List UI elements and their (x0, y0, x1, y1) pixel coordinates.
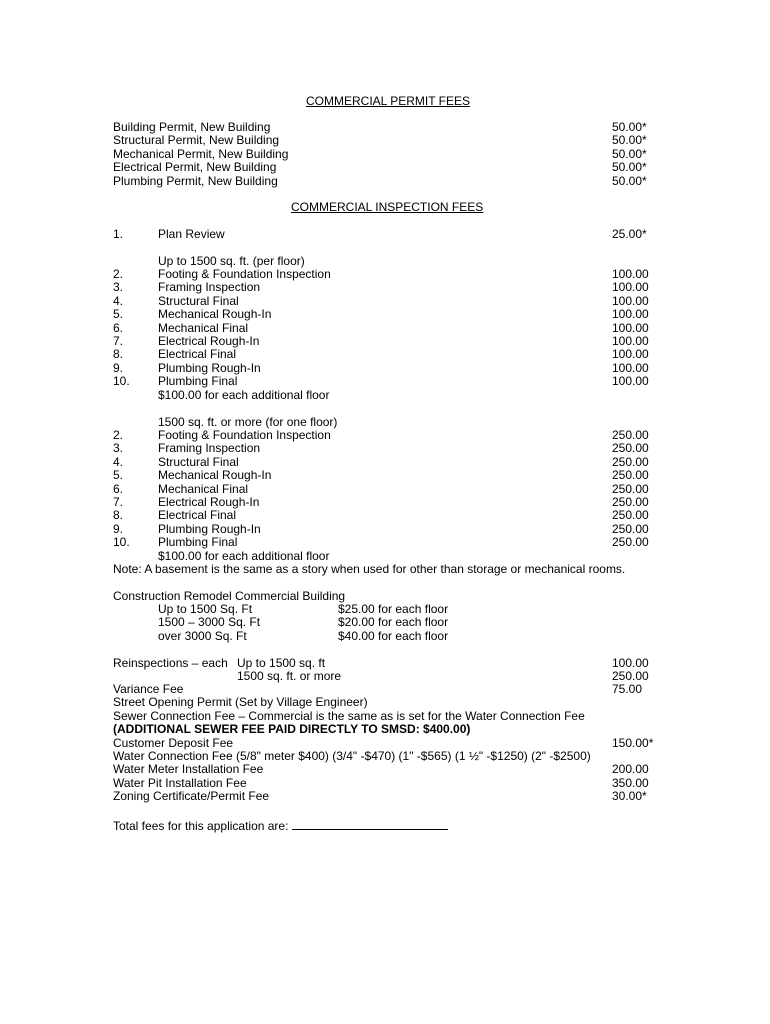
inspection-fee: 250.00 (612, 441, 649, 456)
inspection-label: Electrical Rough-In (158, 334, 260, 348)
permit-fee: 50.00* (612, 120, 647, 134)
inspection-fee: 100.00 (612, 307, 649, 322)
misc-fee-label: Street Opening Permit (Set by Village Engineer) (113, 695, 368, 710)
plan-review-label: Plan Review (158, 227, 225, 241)
inspection-fee: 100.00 (612, 280, 649, 295)
inspection-number: 4. (113, 454, 124, 469)
reinspections-label: Reinspections – each (113, 656, 228, 670)
inspection-number: 6. (113, 481, 124, 496)
inspection-label: Mechanical Final (158, 481, 249, 496)
inspection-number: 8. (113, 508, 124, 523)
inspection-fee: 250.00 (612, 481, 649, 496)
small-section-footer: $100.00 for each additional floor (158, 388, 330, 402)
inspection-label: Mechanical Final (158, 320, 249, 335)
misc-fee-amount: 150.00* (612, 735, 654, 750)
inspection-number: 6. (113, 320, 124, 335)
inspection-fee: 250.00 (612, 535, 649, 550)
inspection-fee: 100.00 (612, 360, 649, 375)
inspection-number: 2. (113, 428, 124, 442)
inspection-label: Plumbing Rough-In (158, 360, 261, 375)
inspection-number: 7. (113, 495, 124, 509)
inspection-number: 10. (113, 374, 130, 389)
permit-label: Structural Permit, New Building (113, 133, 280, 148)
inspection-fee: 250.00 (612, 495, 649, 509)
inspection-number: 3. (113, 441, 124, 456)
reinspection-size: 1500 sq. ft. or more (237, 669, 342, 684)
inspection-label: Plumbing Final (158, 374, 238, 389)
inspection-label: Footing & Foundation Inspection (158, 267, 331, 281)
remodel-fee: $25.00 for each floor (338, 602, 449, 616)
total-fees-label: Total fees for this application are: (113, 819, 289, 833)
misc-fee-label: (ADDITIONAL SEWER FEE PAID DIRECTLY TO SMSD: $400.00) (113, 722, 471, 737)
permit-fee: 50.00* (612, 173, 647, 188)
inspection-number: 8. (113, 347, 124, 362)
misc-fee-label: Variance Fee (113, 682, 184, 696)
inspection-fee: 250.00 (612, 468, 649, 483)
inspection-number: 9. (113, 521, 124, 536)
total-fees-line (113, 818, 448, 833)
inspection-fee: 100.00 (612, 374, 649, 389)
inspection-fees-title: COMMERCIAL INSPECTION FEES (291, 200, 484, 214)
reinspection-fee: 100.00 (612, 656, 649, 670)
permit-label: Plumbing Permit, New Building (113, 173, 278, 188)
remodel-fee: $40.00 for each floor (338, 628, 449, 643)
inspection-fee: 100.00 (612, 293, 649, 308)
large-section-footer: $100.00 for each additional floor (158, 549, 330, 563)
permit-fee: 50.00* (612, 133, 647, 148)
inspection-label: Framing Inspection (158, 280, 261, 295)
inspection-label: Electrical Final (158, 347, 237, 362)
remodel-size: 1500 – 3000 Sq. Ft (158, 615, 261, 630)
permit-label: Mechanical Permit, New Building (113, 146, 289, 161)
remodel-title: Construction Remodel Commercial Building (113, 589, 346, 603)
misc-fee-amount: 200.00 (612, 762, 649, 777)
plan-review-fee: 25.00* (612, 227, 647, 241)
permit-label: Building Permit, New Building (113, 120, 271, 134)
permit-label: Electrical Permit, New Building (113, 160, 277, 175)
inspection-fee: 250.00 (612, 508, 649, 523)
inspection-number: 2. (113, 267, 124, 281)
misc-fee-label: Water Pit Installation Fee (113, 775, 247, 790)
inspection-number: 5. (113, 307, 124, 322)
plan-review-number: 1. (113, 227, 124, 241)
remodel-size: over 3000 Sq. Ft (158, 628, 247, 643)
misc-fee-label: Customer Deposit Fee (113, 735, 234, 750)
remodel-fee: $20.00 for each floor (338, 615, 449, 630)
permit-fee: 50.00* (612, 146, 647, 161)
inspection-number: 5. (113, 468, 124, 483)
inspection-fee: 250.00 (612, 521, 649, 536)
inspection-fee: 250.00 (612, 454, 649, 469)
inspection-number: 3. (113, 280, 124, 295)
reinspection-size: Up to 1500 sq. ft (237, 656, 326, 670)
inspection-label: Plumbing Rough-In (158, 521, 261, 536)
misc-fee-label: Sewer Connection Fee – Commercial is the same as is set for the Water Connection Fee (113, 708, 585, 723)
misc-fee-label: Zoning Certificate/Permit Fee (113, 789, 270, 804)
inspection-fee: 100.00 (612, 334, 649, 348)
misc-fee-label: Water Meter Installation Fee (113, 762, 264, 777)
misc-fee-amount: 30.00* (612, 789, 647, 804)
inspection-number: 9. (113, 360, 124, 375)
inspection-label: Structural Final (158, 454, 239, 469)
basement-note: Note: A basement is the same as a story when used for other than storage or mechanical rooms. (113, 562, 626, 576)
inspection-label: Framing Inspection (158, 441, 261, 456)
inspection-number: 10. (113, 535, 130, 550)
inspection-label: Footing & Foundation Inspection (158, 428, 331, 442)
inspection-label: Mechanical Rough-In (158, 307, 272, 322)
page-title: COMMERCIAL PERMIT FEES (306, 94, 471, 108)
inspection-fee: 250.00 (612, 428, 649, 442)
inspection-number: 7. (113, 334, 124, 348)
total-fees-blank[interactable] (292, 818, 448, 830)
permit-fee: 50.00* (612, 160, 647, 175)
remodel-size: Up to 1500 Sq. Ft (158, 602, 253, 616)
small-section-header: Up to 1500 sq. ft. (per floor) (158, 254, 305, 268)
inspection-label: Structural Final (158, 293, 239, 308)
inspection-fee: 100.00 (612, 267, 649, 281)
inspection-fee: 100.00 (612, 320, 649, 335)
misc-fee-label: Water Connection Fee (5/8" meter $400) (3/4" -$470) (1" -$565) (1 ½" -$1250) (2" -$2500) (113, 749, 591, 763)
large-section-header: 1500 sq. ft. or more (for one floor) (158, 415, 338, 429)
inspection-label: Electrical Final (158, 508, 237, 523)
inspection-fee: 100.00 (612, 347, 649, 362)
misc-fee-amount: 350.00 (612, 775, 649, 790)
reinspection-fee: 250.00 (612, 669, 649, 684)
inspection-label: Plumbing Final (158, 535, 238, 550)
inspection-number: 4. (113, 293, 124, 308)
inspection-label: Electrical Rough-In (158, 495, 260, 509)
inspection-label: Mechanical Rough-In (158, 468, 272, 483)
misc-fee-amount: 75.00 (612, 682, 643, 696)
